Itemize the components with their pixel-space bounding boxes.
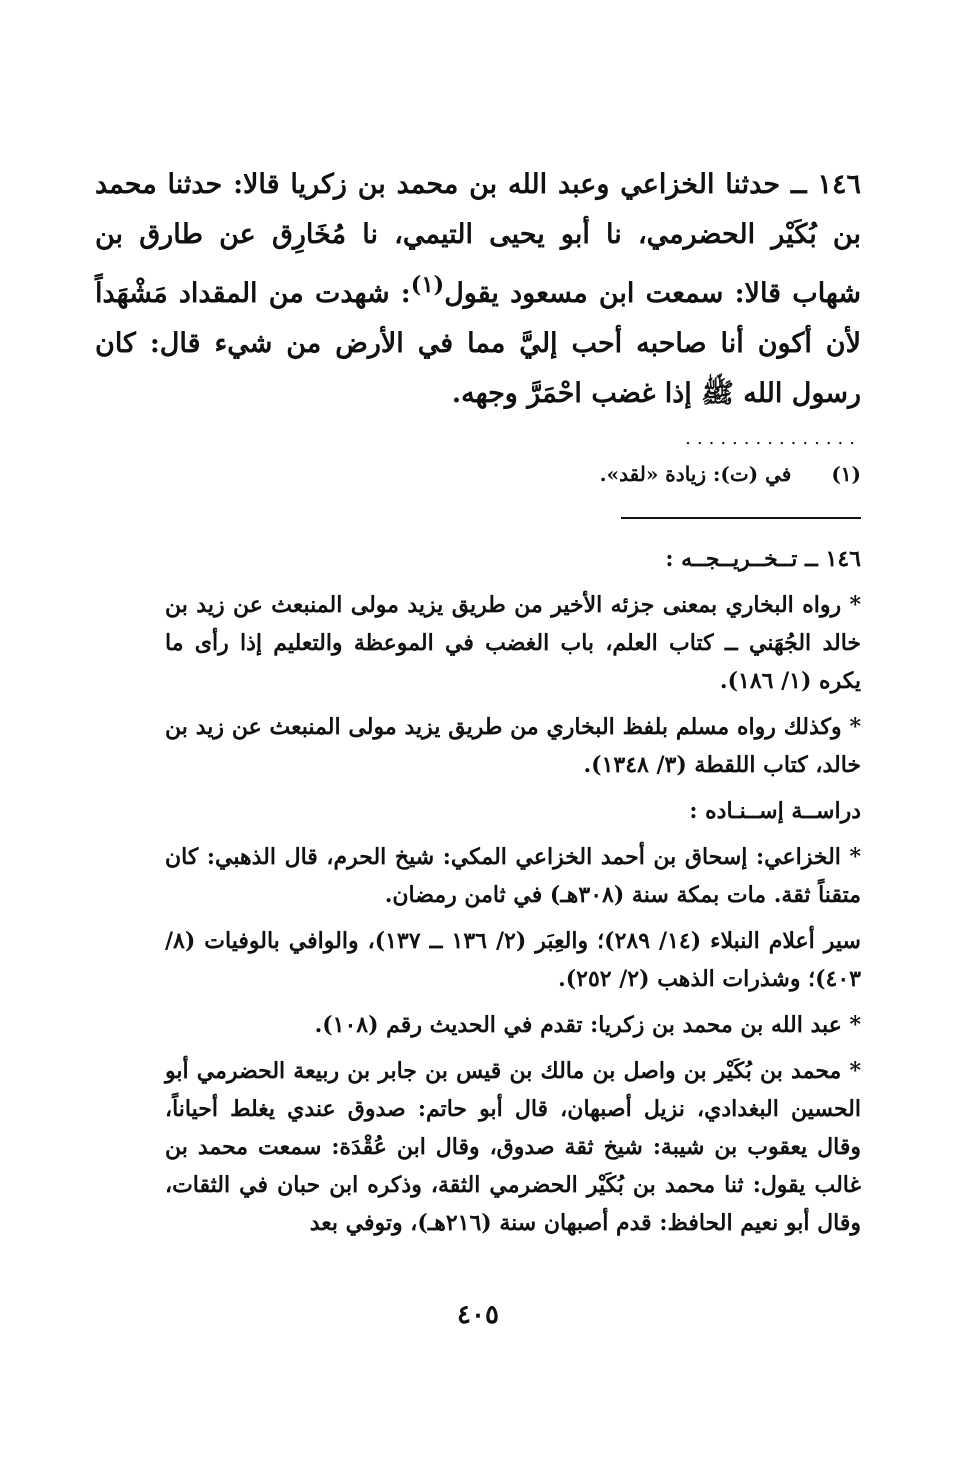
narrator-muhammad-bukayr: * محمد بن بُكَيْر بن واصل بن مالك بن قيس بن جابر بن ربيعة الحضرمي أبو الحسين البغدادي، نزيل أصبهان، قال أبو حاتم: صدوق عندي يغلط أحياناً، وقال يعقوب بن شيبة: شيخ ثقة صدوق، وقال ابن عُقْدَة: سمعت محمد بن غالب يقول: ثنا محمد بن بُكَيْر الحضرمي الثقة، وذكره ابن حبان في الثقات، وقال أبو نعيم الحافظ: قدم أصبهان سنة (٢١٦هـ)، وتوفي بعد [165, 1058, 861, 1236]
narrator-khuzai-sources: سير أعلام النبلاء (١٤/ ٢٨٩)؛ والعِبَر (٢/ ١٣٦ ــ ١٣٧)، والوافي بالوفيات (٨/ ٤٠٣)؛ وشذرات الذهب (٢/ ٢٥٢). [165, 928, 861, 992]
hadith-body: ــ حدثنا الخزاعي وعبد الله بن محمد بن زكريا قالا: حدثنا محمد بن بُكَيْر الحضرمي، نا أبو يحيى التيمي، نا مُخَارِق عن طارق بن شهاب قالا: سمعت ابن مسعود يقول [95, 169, 861, 309]
takhrij-paragraph-muslim: * وكذلك رواه مسلم بلفظ البخاري من طريق يزيد مولى المنبعث عن زيد بن خالد، كتاب اللقطة (٣/ ١٣٤٨). [165, 714, 861, 778]
hadith-number: ١٤٦ [817, 169, 861, 200]
footnote-number: (١) [831, 462, 861, 486]
takhrij-heading: ١٤٦ ــ تــخــريــجــه : [665, 546, 861, 572]
footnote-text: في (ت): زيادة «لقد». [599, 462, 792, 486]
narrator-abdullah: * عبد الله بن محمد بن زكريا: تقدم في الحديث رقم (١٠٨). [314, 1012, 861, 1038]
hadith-text-block [95, 160, 861, 419]
page-number: ٤٠٥ [457, 1300, 499, 1330]
footnote-separator-dots: ............... [685, 428, 861, 449]
takhrij-paragraph-bukhari: * رواه البخاري بمعنى جزئه الأخير من طريق يزيد مولى المنبعث عن زيد بن خالد الجُهَني ــ كتاب العلم، باب الغضب في الموعظة والتعليم إذا رأى ما يكره (١/ ١٨٦). [165, 592, 861, 694]
footnote [600, 462, 861, 486]
section-divider [621, 517, 861, 519]
takhrij-section [165, 540, 861, 1250]
dirasa-heading: دراســة إســنـاده : [689, 798, 861, 824]
hadith-paragraph [95, 160, 861, 419]
hadith-body-continued: : شهدت من المقداد مَشْهَداً لأن أكون أنا صاحبه أحب إليَّ مما في الأرض من شيء قال: كان رسول الله ﷺ إذا غضب احْمَرَّ وجهه. [95, 278, 861, 409]
narrator-khuzai: * الخزاعي: إسحاق بن أحمد الخزاعي المكي: شيخ الحرم، قال الذهبي: كان متقناً ثقة. مات بمكة سنة (٣٠٨هـ) في ثامن رمضان. [165, 844, 861, 908]
footnote-marker: (١) [410, 272, 445, 298]
